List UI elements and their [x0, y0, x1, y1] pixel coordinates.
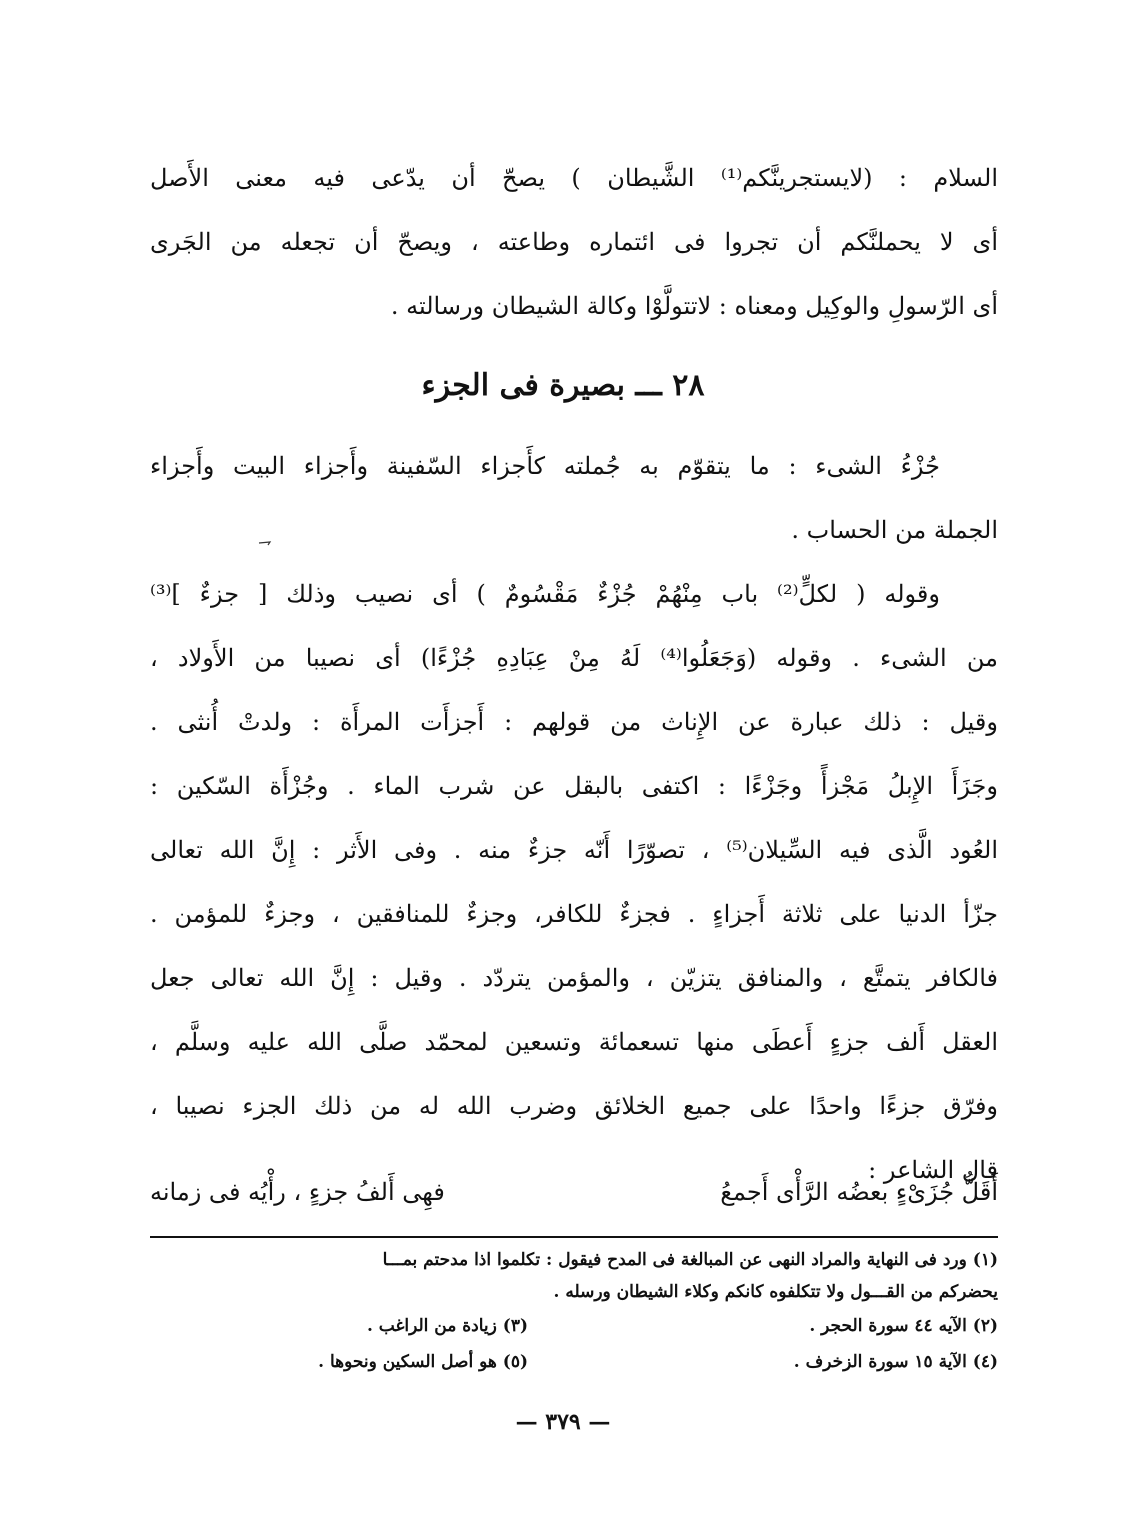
footnotes [150, 1244, 998, 1380]
footnote-row [150, 1308, 998, 1344]
footnote-1-continued: يحضركم من القـــول ولا تتكلفوه كانكم وكلاء الشيطان ورسله . [553, 1282, 998, 1302]
main-paragraph [150, 562, 998, 1202]
text-line: العقل أَلف جزءٍ أَعطَى منها تسعمائة وتسعين لمحمّد صلَّى الله عليه وسلَّم ، [150, 1028, 998, 1056]
text-line: أى الرّسولِ والوكِيل ومعناه : لاتتولَّوْا وكالة الشيطان ورسالته . [390, 292, 998, 320]
text-line: من الشىء . وقوله (وَجَعَلُوا⁽⁴⁾ لَهُ مِنْ عِبَادِهِ جُزْءًا) أى نصيبا من الأَولاد ، [150, 644, 998, 672]
footnote-2: (٢) الآيه ٤٤ سورة الحجر . [809, 1316, 998, 1336]
text-line: الجملة من الحساب . [791, 516, 998, 544]
definition-paragraph [150, 434, 998, 562]
verse-second-hemistich: فهِى أَلفُ جزءٍ ، رأْيُه فى زمانه [150, 1178, 445, 1206]
footnote-4: (٤) الآية ١٥ سورة الزخرف . [793, 1352, 998, 1372]
section-heading: ٢٨ ـــ بصيرة فى الجزء [421, 368, 705, 403]
footnote-1: (١) ورد فى النهاية والمراد النهى عن المبالغة فى المدح فيقول : تكلموا اذا مدحتم بمـــا [382, 1250, 998, 1270]
footnote-5: (٥) هو أصل السكين ونحوها . [318, 1352, 528, 1372]
text-line: وقوله ( لكلٍّ⁽²⁾ باب مِنْهُمْ جُزْءٌ مَقْسُومٌ ) أى نصيب وذلك [ جزءٌ ]⁽³⁾ [150, 580, 940, 608]
text-line: أى لا يحملنَّكم أن تجروا فى ائتماره وطاعته ، ويصحّ أن تجعله من الجَرى [150, 228, 998, 256]
text-line: جزّأ الدنيا على ثلاثة أَجزاءٍ . فجزءٌ للكافر، وجزءٌ للمنافقين ، وجزءٌ للمؤمن . [150, 900, 998, 928]
text-line: وجَزَأَ الإِبلُ مَجْزأً وجَزْءًا : اكتفى بالبقل عن شرب الماء . وجُزْأَة السّكين : [150, 772, 998, 800]
text-line: جُزْءُ الشىء : ما يتقوّم به جُملته كأَجزاء السّفينة وأَجزاء البيت وأَجزاء [150, 452, 940, 480]
page-number: — ٣٧٩ — [515, 1409, 611, 1435]
stray-ink-mark [258, 540, 272, 546]
text-line: وفرّق جزءًا واحدًا على جميع الخلائق وضرب الله له من ذلك الجزء نصيبا ، [150, 1092, 998, 1120]
poetry-verse [150, 1164, 998, 1220]
text-line: فالكافر يتمتَّع ، والمنافق يتزيّن ، والمؤمن يتردّد . وقيل : إِنَّ الله تعالى جعل [150, 964, 998, 992]
text-line: وقيل : ذلك عبارة عن الإِناث من قولهم : أَجزأَت المرأَة : ولدتْ أُنثى . [150, 708, 998, 736]
footnote-3: (٣) زيادة من الراغب . [366, 1316, 528, 1336]
intro-paragraph [150, 146, 998, 338]
footnote-row [150, 1344, 998, 1380]
verse-first-hemistich: أَقَلُّ جُزَىْءٍ بعضُه الرَّأْى أَجمعُ [720, 1178, 998, 1206]
text-line: العُود الَّذى فيه السِّيلان⁽⁵⁾ ، تصوّرًا أَنّه جزءٌ منه . وفى الأَثر : إِنَّ الله تعالى [150, 836, 998, 864]
text-line: قال الشاعر : [868, 1156, 998, 1184]
footnote-divider [150, 1236, 998, 1238]
text-line: السلام : (لايستجرينَّكم⁽¹⁾ الشَّيطان ) يصحّ أن يدّعى فيه معنى الأَصل [150, 164, 998, 192]
